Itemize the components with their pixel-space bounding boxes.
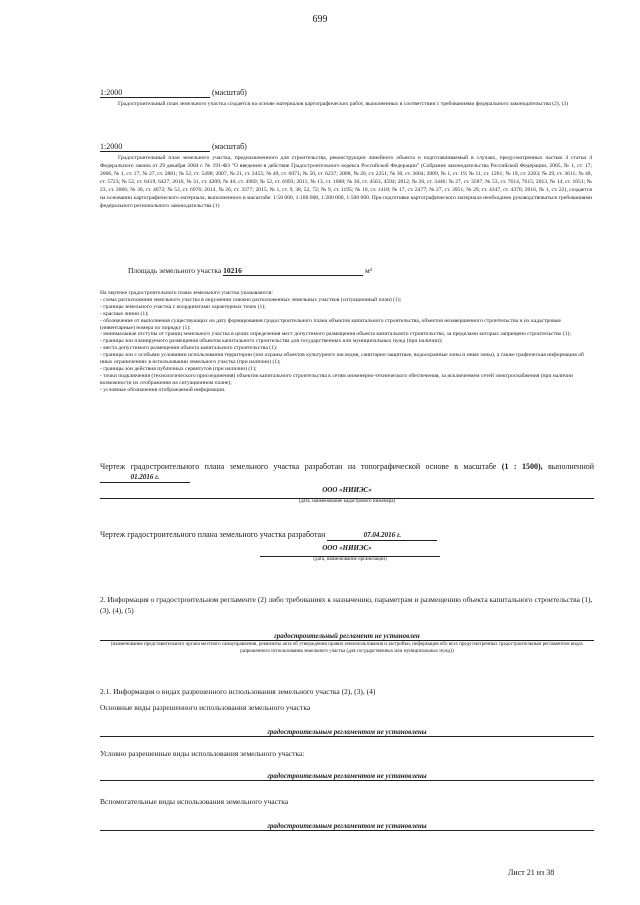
legend-block [100, 290, 594, 394]
section-21-heading: 2.1. Информация о видах разрешенного использования земельного участка (2), (3), (4) [100, 687, 376, 696]
section-2-heading: 2. Информация о градостроительном регламенте (2) либо требованиях к назначению, параметрам и размещению объекта капитального строительства (1), (3), (4), (5) [100, 595, 593, 615]
topo-scale: (1 : 1500), [501, 462, 543, 471]
legend-intro: На чертеже градостроительного плана земельного участка указываются: [100, 290, 273, 296]
scale-value: 1:2000 [100, 88, 210, 98]
legend-item: - красные линии (1); [100, 310, 149, 317]
topo-date: 01.2016 г. [100, 472, 190, 483]
scale-line-1 [100, 88, 247, 98]
scale-line-2 [100, 142, 247, 152]
area-line [128, 266, 372, 276]
legend-item: - схема расположения земельного участка в окружении смежно расположенных земельных участков (ситуационный план) (1); [100, 296, 402, 303]
section-2-value: градостроительный регламент не установлен [100, 632, 594, 641]
conditional-uses-label: Условно разрешенные виды использования земельного участка: [100, 749, 305, 758]
legend-item: - обозначение от выполнения существующих на дату формирования градостроительного плана объектов капитального строительства, объектов незавершенного строительства и их кадастровые (инвентарные) номера по порядку (1); [100, 317, 562, 331]
section-2-caption: (наименование представительного органа местного самоуправления, реквизиты акта об утверждении правил землепользования и застройки, информация обо всех предусмотренных градостроительным регламентом видах разрешенного использования земельного участка (для государственных или муниципальных нужд)) [110, 642, 584, 654]
sheet-counter: Лист 21 из 38 [508, 868, 555, 877]
main-uses-label: Основные виды разрешенного использования земельного участка [100, 703, 311, 712]
dev-statement [100, 530, 594, 541]
auxiliary-uses-label: Вспомогательные виды использования земельного участка [100, 797, 289, 806]
linear-object-paragraph: Градостроительный план земельного участка, предназначенного для строительства, реконструкции линейного объекта и подготавливаемый в случаях, предусмотренных частью 4 статьи 4 Федерального закона от 29 декабря 2004 г. № 191-ФЗ "О введении в действие Градостроительного кодекса Российской Федерации" (Собрание законодательства Российской Федерации, 2005, № 1, ст. 17; 2006, № 1, ст. 17; № 27, ст. 2881; № 52, ст. 5498; 2007, № 21, ст. 2455; № 49, ст. 6071; № 50, ст. 6237; 2008, № 20, ст. 2251; № 30, ст. 3604; 2009, № 1, ст. 19; № 11, ст. 1261; № 19, ст. 2283; № 29, ст. 3611; № 48, ст. 5723; № 52, ст. 6419, 6427; 2010, № 31, ст. 4209; № 40, ст. 4969; № 52, ст. 6993; 2011, № 13, ст. 1688; № 30, ст. 4563, 4594; 2012, № 26, ст. 3446; № 27, ст. 3587; № 53, ст. 7614, 7615; 2013, № 14, ст. 1651; № 23, ст. 2866; № 30, ст. 4072; № 52, ст. 6976; 2014, № 26, ст. 3377; 2015, № 1, ст. 9, 38, 52, 72; № 9, ст. 1195; № 10, ст. 1418; № 17, ст. 2477; № 27, ст. 3951; № 29, ст. 4347, ст. 4376; 2016, № 1, ст. 22), создается на основании картографического материала, выполненного в масштабе: 1:50 000, 1:100 000, 1:200 000, 1:500 000. При подготовке картографического материала необходимо руководствоваться требованиями федерального регионального законодательства (1) [100, 155, 592, 209]
area-unit: м² [365, 266, 372, 275]
legend-item: - точки подключения (технологического присоединения) объектов капитального строительства к сетям инженерно-технического обеспечения, за исключением сетей электроснабжения (при наличии возможности их отображения на ситуационном плане); [100, 372, 573, 386]
topo-org: ООО «НИИЭС» [322, 486, 372, 494]
dev-org: ООО «НИИЭС» [322, 544, 372, 552]
scale-value: 1:2000 [100, 142, 210, 152]
map-basis-paragraph: Градостроительный план земельного участка создается на основе материалов картографических работ, выполненных в соответствии с требованиями федерального законодательства (2), (3) [118, 101, 569, 107]
legend-item: - места допустимого размещения объекта капитального строительства (1); [100, 345, 278, 352]
scale-suffix: (масштаб) [212, 88, 247, 97]
main-uses-value: градостроительным регламентом не установлены [100, 728, 594, 737]
area-label: Площадь земельного участка [128, 266, 222, 275]
legend-item: - условные обозначения отображаемой информации. [100, 386, 226, 393]
scale-suffix: (масштаб) [212, 142, 247, 151]
legend-item: - границы зон действия публичных сервитутов (при наличии) (1); [100, 365, 257, 372]
topo-done-label: выполненной [548, 462, 595, 471]
topo-statement [100, 462, 594, 483]
topo-text: Чертеж градостроительного плана земельного участка разработан на топографической основе в масштабе [100, 462, 497, 471]
auxiliary-uses-value: градостроительным регламентом не установлены [100, 822, 594, 831]
dev-text: Чертеж градостроительного плана земельного участка разработан [100, 530, 326, 539]
dev-caption: (дата, наименование организации) [260, 556, 440, 562]
area-value: 10216 [223, 266, 363, 276]
page-number: 699 [312, 14, 328, 25]
legend-item: - границы земельного участка с координатами характерных точек (1); [100, 303, 266, 310]
legend-item: - минимальные отступы от границ земельного участка в целях определения мест допустимого размещения объекта капитального строительства, за пределами которых запрещено строительство (1); [100, 331, 571, 338]
dev-date: 07.04.2016 г. [327, 530, 437, 541]
conditional-uses-value: градостроительным регламентом не установлены [100, 772, 594, 781]
legend-item: - границы зон планируемого размещения объектов капитального строительства для государственных или муниципальных нужд (при наличии); [100, 338, 443, 345]
legend-item: - границы зон с особыми условиями использования территории (зон охраны объектов культурного наследия, санитарно-защитные, водоохранные зоны и иные зоны), а также графическая информация об иных ограничениях в использовании земельного участка (при наличии) (1); [100, 352, 584, 366]
topo-caption: (дата, наименование кадастрового инженера) [100, 498, 594, 504]
